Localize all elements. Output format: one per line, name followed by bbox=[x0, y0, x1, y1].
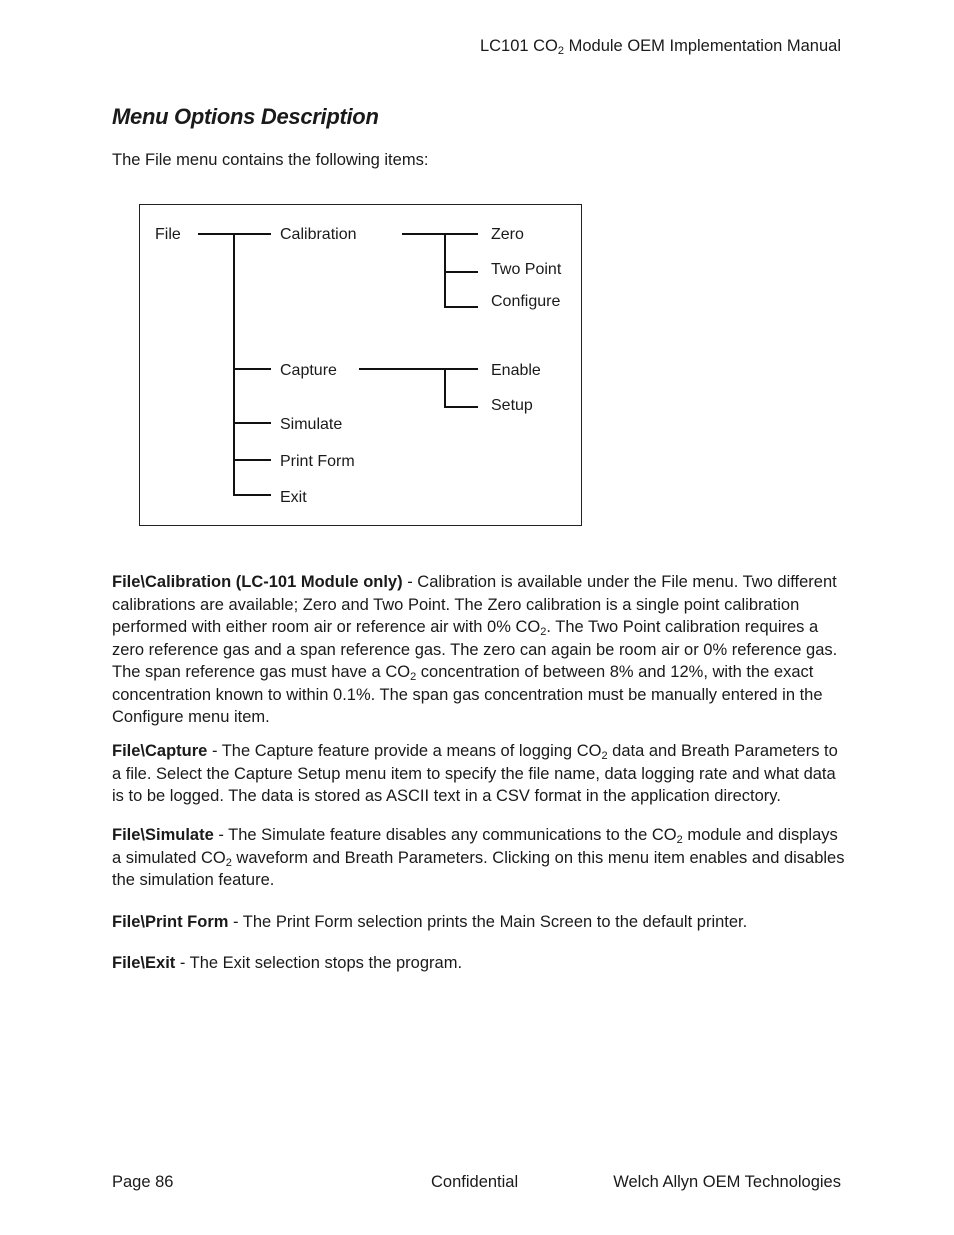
para-exit-text: - The Exit selection stops the program. bbox=[175, 954, 463, 972]
connector-print-form bbox=[233, 459, 271, 461]
connector-capture bbox=[233, 368, 271, 370]
tree-node-configure: Configure bbox=[491, 293, 561, 310]
connector-capture-trunk bbox=[444, 368, 446, 408]
para-simulate-sub-1: 2 bbox=[676, 834, 683, 846]
para-simulate-text-2: module and displays a simulated CO bbox=[112, 826, 838, 867]
para-exit-title: File\Exit bbox=[112, 954, 176, 972]
menu-tree-diagram bbox=[139, 204, 582, 526]
tree-node-exit: Exit bbox=[280, 489, 307, 506]
header-title-pre: LC101 CO bbox=[479, 37, 558, 55]
para-simulate-sub-2: 2 bbox=[225, 856, 232, 869]
para-calibration-text-1: - Calibration is available under the File menu. Two different calibrations are available; Zero and Two Point. The Zero calibration is a single point calibration performed with either room air or reference air with 0% CO bbox=[112, 573, 837, 636]
connector-calibration-zero bbox=[402, 233, 478, 235]
tree-node-calibration: Calibration bbox=[280, 226, 357, 243]
connector-two-point bbox=[444, 271, 478, 273]
para-calibration-text-3: concentration of between 8% and 12%, with the exact concentration known to within 0.1%. The span gas concentration must be manually entered in the Configure menu item. bbox=[112, 663, 823, 726]
para-calibration-sub-1: 2 bbox=[540, 626, 547, 638]
tree-node-enable: Enable bbox=[491, 362, 541, 379]
tree-node-two-point: Two Point bbox=[491, 261, 562, 278]
running-header bbox=[480, 37, 841, 56]
para-print-form-title: File\Print Form bbox=[112, 913, 229, 931]
footer-confidential: Confidential bbox=[431, 1173, 519, 1191]
tree-node-capture: Capture bbox=[280, 362, 337, 379]
connector-simulate bbox=[233, 422, 271, 424]
para-calibration bbox=[112, 571, 847, 729]
para-calibration-text-2: . The Two Point calibration requires a zero reference gas and a span reference gas. The zero can again be room air or 0% reference gas. The span reference gas must have a CO bbox=[112, 618, 838, 681]
connector-configure bbox=[444, 306, 478, 308]
para-capture-sub-1: 2 bbox=[601, 750, 608, 762]
para-capture-title: File\Capture bbox=[112, 742, 208, 760]
connector-setup bbox=[444, 406, 478, 408]
connector-exit bbox=[233, 494, 271, 496]
tree-node-file: File bbox=[155, 226, 181, 243]
connector-capture-enable bbox=[359, 368, 478, 370]
para-exit bbox=[112, 952, 847, 975]
para-calibration-sub-2: 2 bbox=[410, 671, 417, 683]
para-print-form bbox=[112, 911, 847, 934]
footer-company: Welch Allyn OEM Technologies bbox=[613, 1173, 841, 1191]
para-capture bbox=[112, 740, 847, 808]
intro-text: The File menu contains the following items: bbox=[112, 151, 429, 169]
para-capture-text-1: - The Capture feature provide a means of logging CO bbox=[207, 742, 602, 760]
header-title-post: Module OEM Implementation Manual bbox=[564, 37, 841, 55]
para-simulate-text-1: - The Simulate feature disables any communications to the CO bbox=[213, 826, 677, 844]
tree-node-zero: Zero bbox=[491, 226, 524, 243]
para-capture-text-2: data and Breath Parameters to a file. Select the Capture Setup menu item to specify the file name, data logging rate and what data is to be logged. The data is stored as ASCII text in a CSV format in the application directory. bbox=[112, 742, 838, 805]
footer-page-number: Page 86 bbox=[112, 1173, 174, 1191]
para-calibration-title: File\Calibration (LC-101 Module only) bbox=[112, 573, 403, 591]
header-title-sub: 2 bbox=[557, 45, 565, 57]
para-simulate-title: File\Simulate bbox=[112, 826, 214, 844]
tree-node-simulate: Simulate bbox=[280, 416, 343, 433]
para-simulate bbox=[112, 824, 847, 892]
connector-level1-trunk bbox=[233, 233, 235, 496]
tree-node-setup: Setup bbox=[491, 397, 533, 414]
tree-node-print-form: Print Form bbox=[280, 453, 355, 470]
section-heading: Menu Options Description bbox=[112, 104, 379, 129]
para-simulate-text-3: waveform and Breath Parameters. Clicking on this menu item enables and disables the simulation feature. bbox=[112, 848, 845, 889]
para-print-form-text: - The Print Form selection prints the Main Screen to the default printer. bbox=[228, 913, 748, 931]
